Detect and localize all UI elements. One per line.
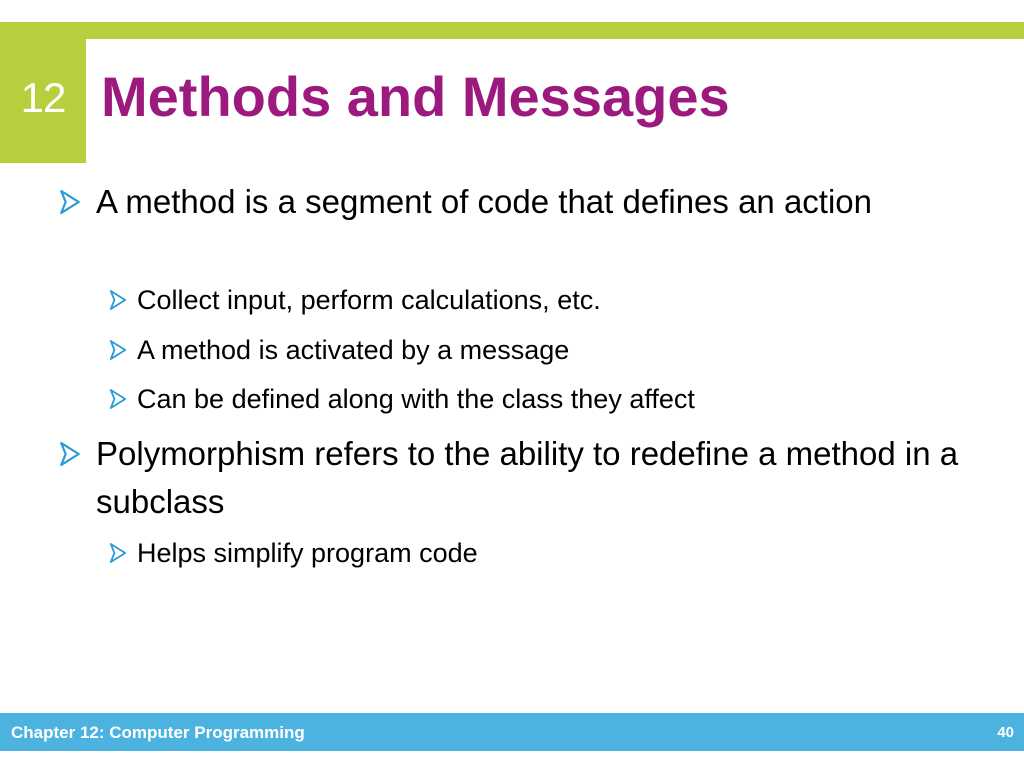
bullet-text: Polymorphism refers to the ability to redefine a method in a subclass <box>96 435 959 520</box>
arrow-bullet-icon <box>109 389 127 409</box>
sub-bullet-collect-input <box>109 284 989 316</box>
sub-bullet-simplify-code <box>109 537 989 569</box>
footer-chapter-label: Chapter 12: Computer Programming <box>11 723 305 742</box>
top-accent-bar <box>0 22 1024 39</box>
sub-bullet-defined-with-class <box>109 383 989 415</box>
arrow-bullet-icon <box>109 543 127 563</box>
bullet-method-definition <box>59 178 959 226</box>
sub-bullet-text: Can be defined along with the class they affect <box>137 384 695 414</box>
sub-bullet-text: Collect input, perform calculations, etc. <box>137 285 601 315</box>
arrow-bullet-icon <box>59 190 81 214</box>
chapter-badge <box>0 22 86 163</box>
sub-bullet-text: A method is activated by a message <box>137 335 570 365</box>
bullet-polymorphism <box>59 430 959 526</box>
page-number: 40 <box>997 724 1014 741</box>
sub-bullet-text: Helps simplify program code <box>137 538 478 568</box>
footer-bar <box>0 713 1024 751</box>
slide-title: Methods and Messages <box>101 65 730 128</box>
arrow-bullet-icon <box>59 442 81 466</box>
arrow-bullet-icon <box>109 290 127 310</box>
sub-bullet-activated-by-message <box>109 334 989 366</box>
arrow-bullet-icon <box>109 340 127 360</box>
chapter-number: 12 <box>20 74 66 121</box>
bullet-text: A method is a segment of code that defines an action <box>96 183 872 220</box>
